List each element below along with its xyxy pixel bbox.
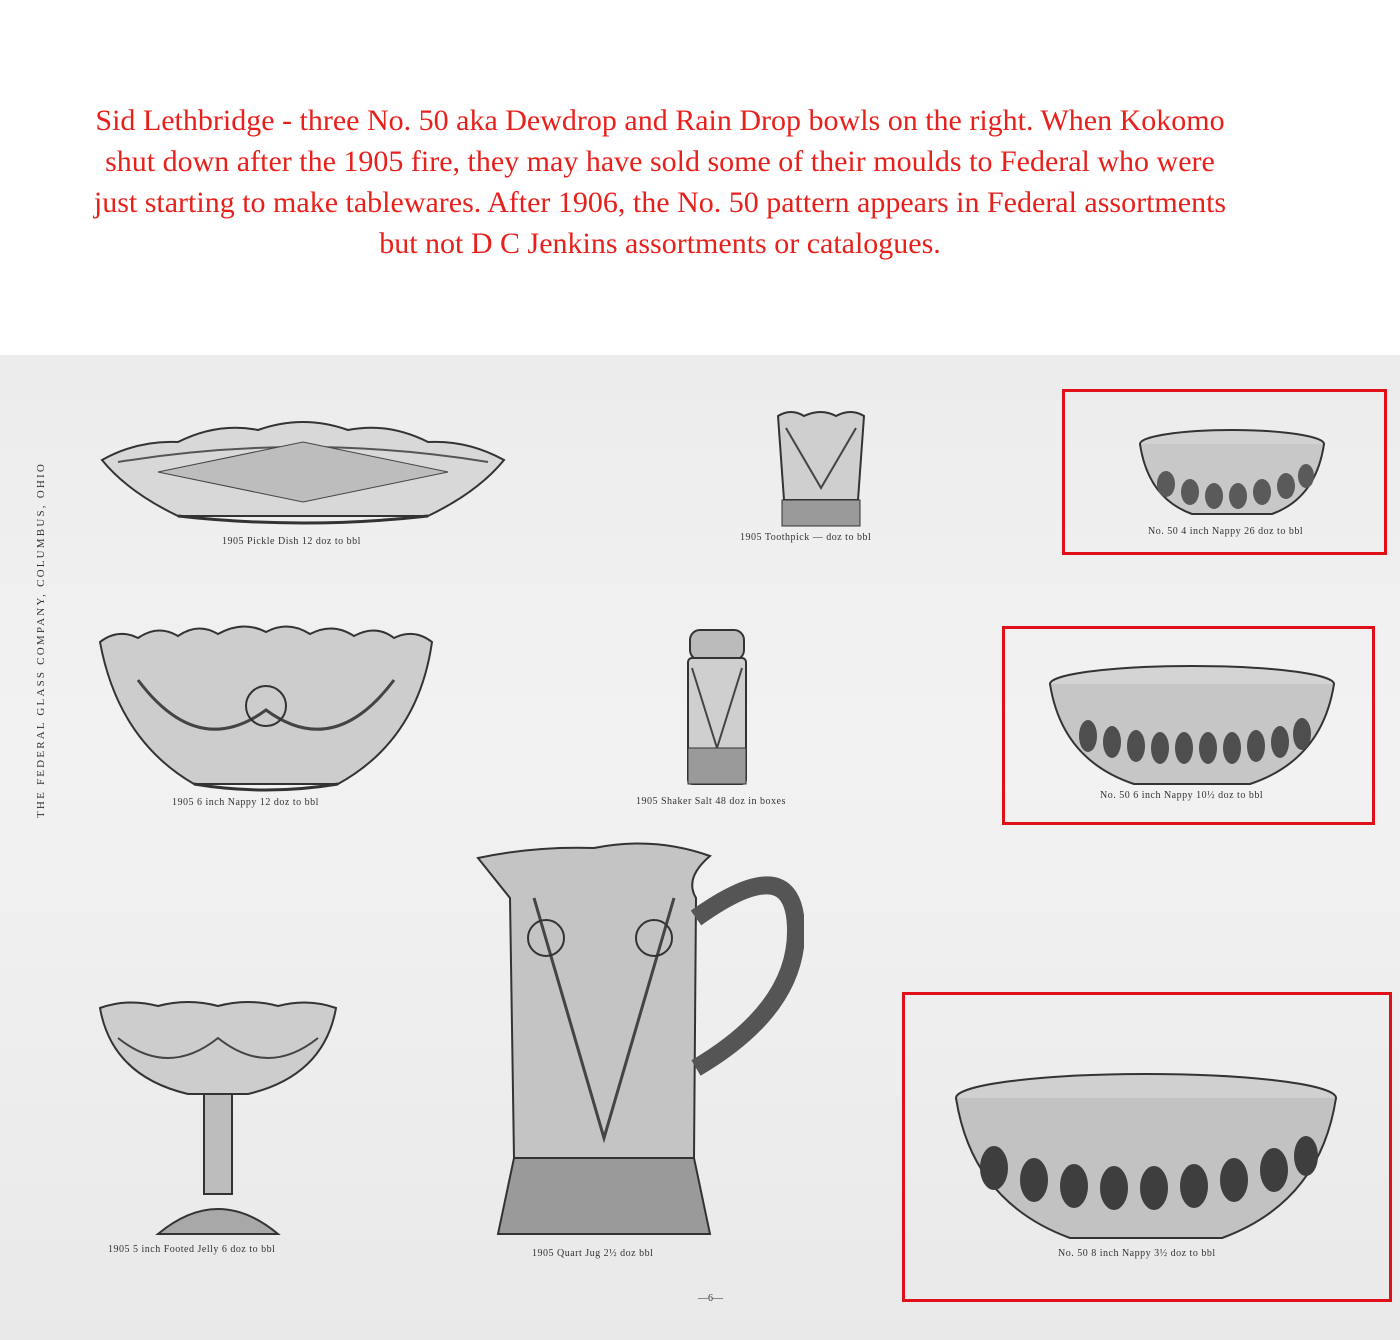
pickle-dish-caption: 1905 Pickle Dish 12 doz to bbl: [222, 536, 361, 547]
footed-jelly-illustration: [98, 998, 338, 1238]
shaker-salt-illustration: [686, 628, 748, 788]
annotation-note: Sid Lethbridge - three No. 50 aka Dewdrop and Rain Drop bowls on the right. When Kokomo shut down after the 1905 fire, they may have sold some of their moulds to Federal who were just starting to make tablewares. After 1906, the No. 50 pattern appears in Federal assortments but not D C Jenkins assortments or catalogues.: [93, 104, 1227, 260]
nappy-1905-illustration: [98, 620, 434, 792]
no50-4-inch-nappy-illustration: [1138, 428, 1326, 518]
quart-jug-caption: 1905 Quart Jug 2½ doz bbl: [532, 1248, 654, 1259]
no50-6-inch-nappy-illustration: [1048, 664, 1336, 788]
no50-4-inch-caption: No. 50 4 inch Nappy 26 doz to bbl: [1148, 526, 1304, 537]
no50-8-inch-caption: No. 50 8 inch Nappy 3½ doz to bbl: [1058, 1248, 1216, 1259]
quart-jug-illustration: [474, 838, 804, 1240]
shaker-salt-caption: 1905 Shaker Salt 48 doz in boxes: [636, 796, 786, 807]
no50-6-inch-caption: No. 50 6 inch Nappy 10½ doz to bbl: [1100, 790, 1264, 801]
pickle-dish-illustration: [98, 412, 508, 534]
toothpick-illustration: [776, 408, 866, 530]
toothpick-caption: 1905 Toothpick — doz to bbl: [740, 532, 872, 543]
page-number: —6—: [698, 1293, 723, 1304]
footed-jelly-caption: 1905 5 inch Footed Jelly 6 doz to bbl: [108, 1244, 276, 1255]
no50-8-inch-nappy-illustration: [954, 1072, 1338, 1242]
nappy-1905-caption: 1905 6 inch Nappy 12 doz to bbl: [172, 797, 319, 808]
